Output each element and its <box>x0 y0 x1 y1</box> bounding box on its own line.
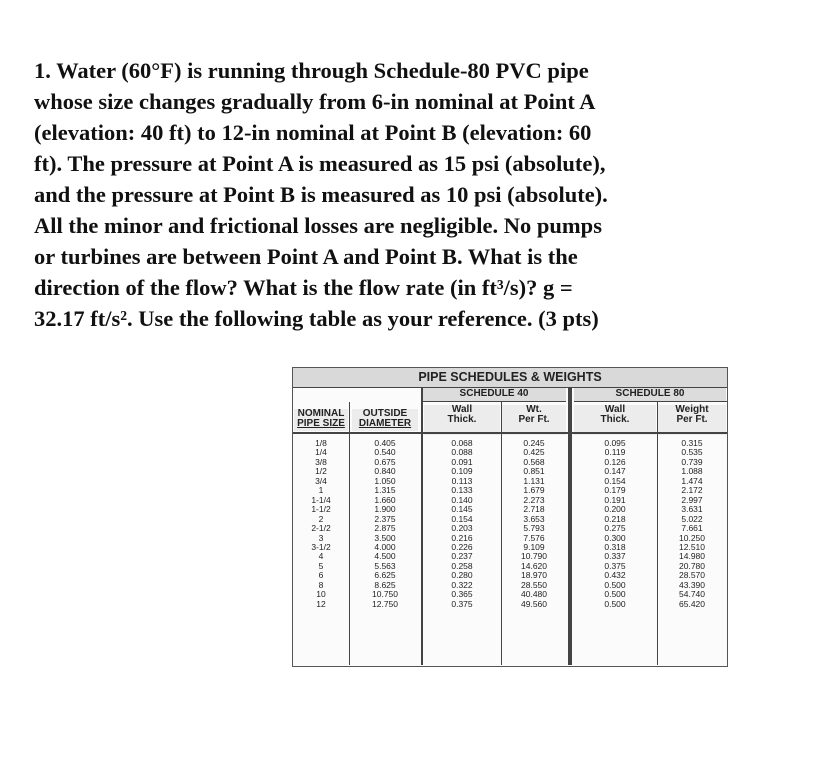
nominal-size-cell: 1/4 <box>315 447 327 458</box>
problem-statement <box>34 55 734 334</box>
s80-wall-cell: 0.200 <box>604 504 626 515</box>
s80-weight-cell: 28.570 <box>679 570 705 581</box>
s80-wall-cell: 0.337 <box>604 551 626 562</box>
s80-weight-cell: 14.980 <box>679 551 705 562</box>
s40-weight-cell: 18.970 <box>521 570 547 581</box>
s80-wall-cell: 0.318 <box>604 541 626 552</box>
s40-wall-cell: 0.133 <box>451 485 473 496</box>
problem-line: whose size changes gradually from 6-in nominal at Point A <box>34 89 596 114</box>
nominal-size-cell: 1/2 <box>315 466 327 477</box>
s80-wall-thick-header: Wall Thick. <box>574 405 656 435</box>
s80-weight-cell: 10.250 <box>679 532 705 543</box>
outside-diameter-cell: 0.540 <box>374 447 396 458</box>
outside-diameter-cell: 3.500 <box>374 532 396 543</box>
problem-line: or turbines are between Point A and Point B. What is the <box>34 244 578 269</box>
problem-line: (elevation: 40 ft) to 12-in nominal at Point B (elevation: 60 <box>34 120 592 145</box>
s80-wall-cell: 0.432 <box>604 570 626 581</box>
s40-wall-cell: 0.140 <box>451 494 473 505</box>
schedule-40-header: SCHEDULE 40 <box>422 387 566 401</box>
s40-wall-cell: 0.365 <box>451 589 473 600</box>
s80-wall-cell: 0.500 <box>604 579 626 590</box>
s80-wall-cell: 0.275 <box>604 523 626 534</box>
s80-weight-cell: 0.315 <box>681 438 703 448</box>
outside-diameter-cell: 5.563 <box>374 560 396 571</box>
s40-weight-header: Wt. Per Ft. <box>502 405 566 435</box>
nominal-size-cell: 3/4 <box>315 475 327 486</box>
s80-weight-cell: 20.780 <box>679 560 705 571</box>
nominal-size-cell: 2 <box>318 513 324 524</box>
s40-wall-cell: 0.154 <box>451 513 473 524</box>
outside-diameter-cell: 8.625 <box>374 579 396 590</box>
s80-wall-cell: 0.119 <box>604 447 626 458</box>
table-border <box>292 367 728 667</box>
outside-diameter-cell: 0.405 <box>374 438 396 448</box>
s80-wall-cell: 0.500 <box>604 598 626 609</box>
s40-wall-cell: 0.375 <box>451 598 473 609</box>
s40-wall-cell: 0.091 <box>451 456 473 467</box>
nominal-pipe-size-header: NOMINAL PIPE SIZE <box>294 409 348 431</box>
nominal-size-cell: 8 <box>318 579 324 590</box>
outside-diameter-cell: 4.500 <box>374 551 396 562</box>
problem-line: ft). The pressure at Point A is measured as 15 psi (absolute), <box>34 151 606 176</box>
nominal-size-cell: 3 <box>318 532 324 543</box>
s80-weight-cell: 12.510 <box>679 541 705 552</box>
s40-weight-cell: 0.245 <box>523 438 545 448</box>
s80-wall-cell: 0.191 <box>604 494 626 505</box>
s40-wall-thick-header: Wall Thick. <box>424 405 500 435</box>
problem-line: 1. Water (60°F) is running through Schedule-80 PVC pipe <box>34 58 589 83</box>
s80-wall-cell: 0.300 <box>604 532 626 543</box>
s40-weight-cell: 0.425 <box>523 447 545 458</box>
outside-diameter-cell: 1.660 <box>374 494 396 505</box>
s80-weight-cell: 3.631 <box>681 504 703 515</box>
s80-wall-cell: 0.218 <box>604 513 626 524</box>
s40-weight-cell: 1.679 <box>523 485 545 496</box>
s40-wall-cell: 0.203 <box>451 523 473 534</box>
s80-wall-cell: 0.095 <box>604 438 626 448</box>
s40-weight-cell: 1.131 <box>523 475 545 486</box>
outside-diameter-cell: 2.375 <box>374 513 396 524</box>
s40-weight-cell: 5.793 <box>523 523 545 534</box>
s80-wall-cell: 0.147 <box>604 466 626 477</box>
outside-diameter-cell: 10.750 <box>372 589 398 600</box>
s40-weight-cell: 14.620 <box>521 560 547 571</box>
s40-weight-cell: 9.109 <box>523 541 545 552</box>
s40-wall-cell: 0.280 <box>451 570 473 581</box>
problem-line: All the minor and frictional losses are negligible. No pumps <box>34 213 602 238</box>
s40-wall-cell: 0.113 <box>451 475 473 486</box>
nominal-size-cell: 3/8 <box>315 456 327 467</box>
s40-weight-cell: 28.550 <box>521 579 547 590</box>
s40-wall-cell: 0.068 <box>451 438 473 448</box>
outside-diameter-cell: 0.675 <box>374 456 396 467</box>
s80-weight-cell: 54.740 <box>679 589 705 600</box>
s80-wall-cell: 0.375 <box>604 560 626 571</box>
s80-wall-cell: 0.154 <box>604 475 626 486</box>
s80-wall-cell: 0.179 <box>604 485 626 496</box>
s40-weight-cell: 7.576 <box>523 532 545 543</box>
nominal-size-cell: 10 <box>316 589 326 600</box>
s40-wall-cell: 0.145 <box>451 504 473 515</box>
nominal-size-cell: 6 <box>318 570 324 581</box>
nominal-size-cell: 5 <box>318 560 324 571</box>
nominal-size-cell: 1-1/2 <box>311 504 331 515</box>
problem-line: 32.17 ft/s². Use the following table as your reference. (3 pts) <box>34 306 599 331</box>
s80-wall-cell: 0.500 <box>604 589 626 600</box>
problem-line: direction of the flow? What is the flow rate (in ft³/s)? g = <box>34 275 573 300</box>
s40-wall-cell: 0.088 <box>451 447 473 458</box>
s40-weight-cell: 0.851 <box>523 466 545 477</box>
s80-weight-cell: 0.535 <box>681 447 703 458</box>
pipe-schedule-table <box>292 367 728 667</box>
outside-diameter-cell: 1.050 <box>374 475 396 486</box>
outside-diameter-header: OUTSIDE DIAMETER <box>352 409 418 431</box>
s80-weight-cell: 2.997 <box>681 494 703 505</box>
table-title: PIPE SCHEDULES & WEIGHTS <box>292 367 728 387</box>
s80-weight-cell: 43.390 <box>679 579 705 590</box>
s80-weight-cell: 7.661 <box>681 523 703 534</box>
nominal-size-cell: 2-1/2 <box>311 523 331 534</box>
s80-weight-cell: 0.739 <box>681 456 703 467</box>
s80-weight-cell: 1.088 <box>681 466 703 477</box>
s40-wall-cell: 0.109 <box>451 466 473 477</box>
s80-weight-cell: 5.022 <box>681 513 703 524</box>
s40-weight-cell: 3.653 <box>523 513 545 524</box>
s80-weight-header: Weight Per Ft. <box>658 405 726 435</box>
s40-weight-cell: 2.718 <box>523 504 545 515</box>
nominal-size-cell: 4 <box>318 551 324 562</box>
outside-diameter-cell: 1.315 <box>374 485 396 496</box>
s80-weight-cell: 2.172 <box>681 485 703 496</box>
s40-weight-cell: 0.568 <box>523 456 545 467</box>
schedule-80-header: SCHEDULE 80 <box>574 387 726 401</box>
outside-diameter-cell: 0.840 <box>374 466 396 477</box>
nominal-size-cell: 3-1/2 <box>311 541 331 552</box>
s40-weight-cell: 10.790 <box>521 551 547 562</box>
s40-weight-cell: 40.480 <box>521 589 547 600</box>
nominal-size-cell: 1 <box>318 485 324 496</box>
s40-wall-cell: 0.258 <box>451 560 473 571</box>
outside-diameter-cell: 2.875 <box>374 523 396 534</box>
nominal-size-cell: 12 <box>316 598 326 609</box>
outside-diameter-cell: 12.750 <box>372 598 398 609</box>
outside-diameter-cell: 6.625 <box>374 570 396 581</box>
nominal-size-cell: 1/8 <box>315 438 327 448</box>
problem-line: and the pressure at Point B is measured as 10 psi (absolute). <box>34 182 608 207</box>
s40-wall-cell: 0.226 <box>451 541 473 552</box>
nominal-size-cell: 1-1/4 <box>311 494 331 505</box>
outside-diameter-cell: 4.000 <box>374 541 396 552</box>
s40-wall-cell: 0.237 <box>451 551 473 562</box>
s40-wall-cell: 0.216 <box>451 532 473 543</box>
s80-wall-cell: 0.126 <box>604 456 626 467</box>
s40-weight-cell: 2.273 <box>523 494 545 505</box>
s40-wall-cell: 0.322 <box>451 579 473 590</box>
s80-weight-cell: 65.420 <box>679 598 705 609</box>
s80-weight-cell: 1.474 <box>681 475 703 486</box>
s40-weight-cell: 49.560 <box>521 598 547 609</box>
outside-diameter-cell: 1.900 <box>374 504 396 515</box>
